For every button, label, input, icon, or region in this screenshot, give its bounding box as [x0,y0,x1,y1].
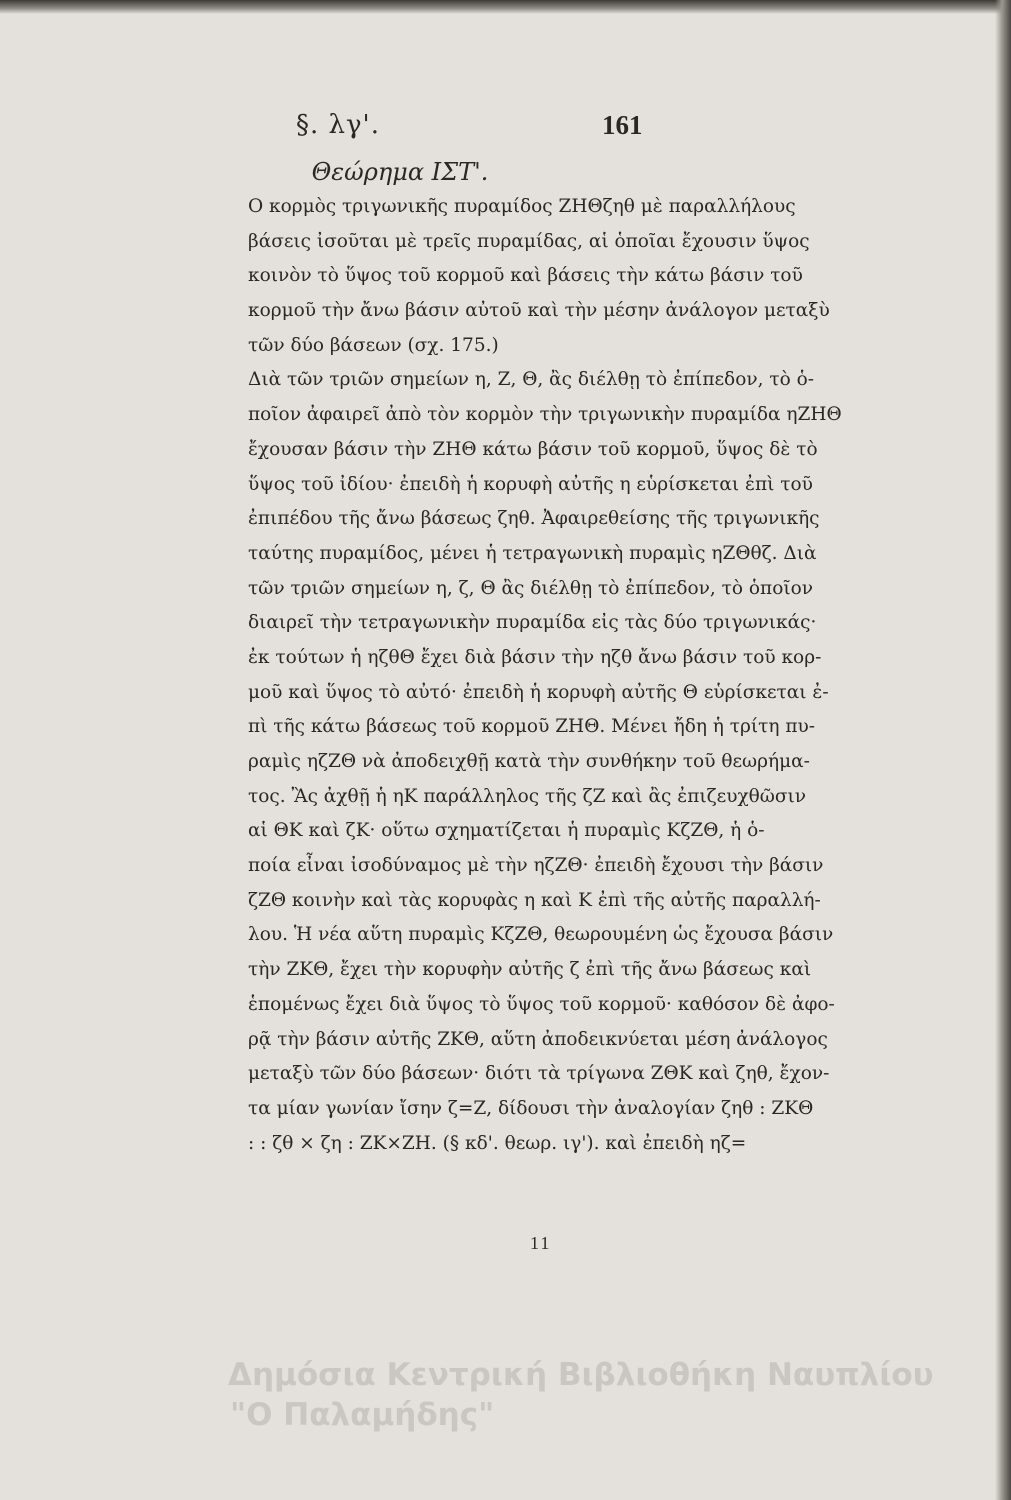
text-line: διαιρεῖ τὴν τετραγωνικὴν πυραμίδα εἰς τὰς δύο τριγωνικάς· [248,612,817,634]
text-line: ζΖΘ κοινὴν καὶ τὰς κορυφὰς η καὶ Κ ἐπὶ τῆς αὐτῆς παραλλή- [248,889,821,911]
text-line: τος. Ἂς ἀχθῇ ἡ ηΚ παράλληλος τῆς ζΖ καὶ ἂς ἐπιζευχθῶσιν [248,785,807,807]
text-line: : : ζθ × ζη : ΖΚ×ΖΗ. (§ κδ'. θεωρ. ιγ'). καὶ ἐπειδὴ ηζ= [248,1132,747,1154]
text-line: πὶ τῆς κάτω βάσεως τοῦ κορμοῦ ΖΗΘ. Μένει ἤδη ἡ τρίτη πυ- [248,716,815,738]
text-line: αἱ ΘΚ καὶ ζΚ· οὕτω σχηματίζεται ἡ πυραμὶς ΚζΖΘ, ἡ ὁ- [248,820,765,842]
running-head [0,110,1011,150]
text-line: κορμοῦ τὴν ἄνω βάσιν αὐτοῦ καὶ τὴν μέσην ἀνάλογον μεταξὺ [248,300,830,322]
page-number: 161 [602,110,643,140]
text-line: ραμὶς ηζΖΘ νὰ ἀποδειχθῇ κατὰ τὴν συνθήκην τοῦ θεωρήμα- [248,751,810,772]
text-line: ποία εἶναι ἰσοδύναμος μὲ τὴν ηζΖΘ· ἐπειδὴ ἔχουσι τὴν βάσιν [248,855,824,877]
text-line: τὴν ΖΚΘ, ἔχει τὴν κορυφὴν αὐτῆς ζ ἐπὶ τῆς ἄνω βάσεως καὶ [248,959,812,981]
text-line: τῶν δύο βάσεων (σχ. 175.) [248,334,499,356]
text-line: βάσεις ἰσοῦται μὲ τρεῖς πυραμίδας, αἱ ὁποῖαι ἔχουσιν ὕψος [248,230,810,252]
text-line: μεταξὺ τῶν δύο βάσεων· διότι τὰ τρίγωνα ΖΘΚ καὶ ζηθ, ἔχον- [248,1063,830,1085]
text-line: ταύτης πυραμίδος, μένει ἡ τετραγωνικὴ πυραμὶς ηΖΘθζ. Διὰ [248,542,817,564]
library-watermark [228,1355,934,1435]
text-line: ἔχουσαν βάσιν τὴν ΖΗΘ κάτω βάσιν τοῦ κορμοῦ, ὕψος δὲ τὸ [248,438,818,460]
text-line: τῶν τριῶν σημείων η, ζ, Θ ἂς διέλθῃ τὸ ἐπίπεδον, τὸ ὁποῖον [248,577,813,599]
text-line: Διὰ τῶν τριῶν σημείων η, Ζ, Θ, ἂς διέλθῃ τὸ ἐπίπεδον, τὸ ὁ- [248,369,814,391]
text-line: ὕψος τοῦ ἰδίου· ἐπειδὴ ἡ κορυφὴ αὐτῆς η εὑρίσκεται ἐπὶ τοῦ [248,473,813,495]
text-line: ἐκ τούτων ἡ ηζθΘ ἔχει διὰ βάσιν τὴν ηζθ ἄνω βάσιν τοῦ κορ- [248,646,822,668]
text-line: τα μίαν γωνίαν ἴσην ζ=Ζ, δίδουσι τὴν ἀναλογίαν ζηθ : ΖΚΘ [248,1097,814,1119]
text-line: ἑπομένως ἔχει διὰ ὕψος τὸ ὕψος τοῦ κορμοῦ· καθόσον δὲ ἀφο- [248,993,835,1015]
text-line: ἐπιπέδου τῆς ἄνω βάσεως ζηθ. Ἀφαιρεθείσης τῆς τριγωνικῆς [248,508,820,530]
watermark-line-2: "Ο Παλαμήδης" [230,1397,495,1433]
scan-top-edge [0,0,1011,14]
text-line: Ο κορμὸς τριγωνικῆς πυραμίδος ΖΗΘζηθ μὲ παραλλήλους [248,196,796,217]
text-line: κοινὸν τὸ ὕψος τοῦ κορμοῦ καὶ βάσεις τὴν κάτω βάσιν τοῦ [248,265,803,287]
watermark-line-1: Δημόσια Κεντρική Βιβλιοθήκη Ναυπλίου [228,1357,934,1393]
section-mark: §. λγ'. [296,110,380,140]
scan-right-edge [995,0,1011,1500]
text-line: ποῖον ἀφαιρεῖ ἀπὸ τὸν κορμὸν τὴν τριγωνικὴν πυραμίδα ηΖΗΘ [248,404,842,426]
text-line: μοῦ καὶ ὕψος τὸ αὐτό· ἐπειδὴ ἡ κορυφὴ αὐτῆς Θ εὑρίσκεται ἐ- [248,681,829,703]
text-line: λου. Ἡ νέα αὕτη πυραμὶς ΚζΖΘ, θεωρουμένη ὡς ἔχουσα βάσιν [248,924,834,946]
signature-mark: 11 [530,1233,552,1253]
theorem-title: Θεώρημα ΙΣΤ'. [311,158,489,186]
text-line: ρᾷ τὴν βάσιν αὐτῆς ΖΚΘ, αὕτη ἀποδεικνύεται μέση ἀνάλογος [248,1028,828,1050]
body-text [248,190,842,1161]
